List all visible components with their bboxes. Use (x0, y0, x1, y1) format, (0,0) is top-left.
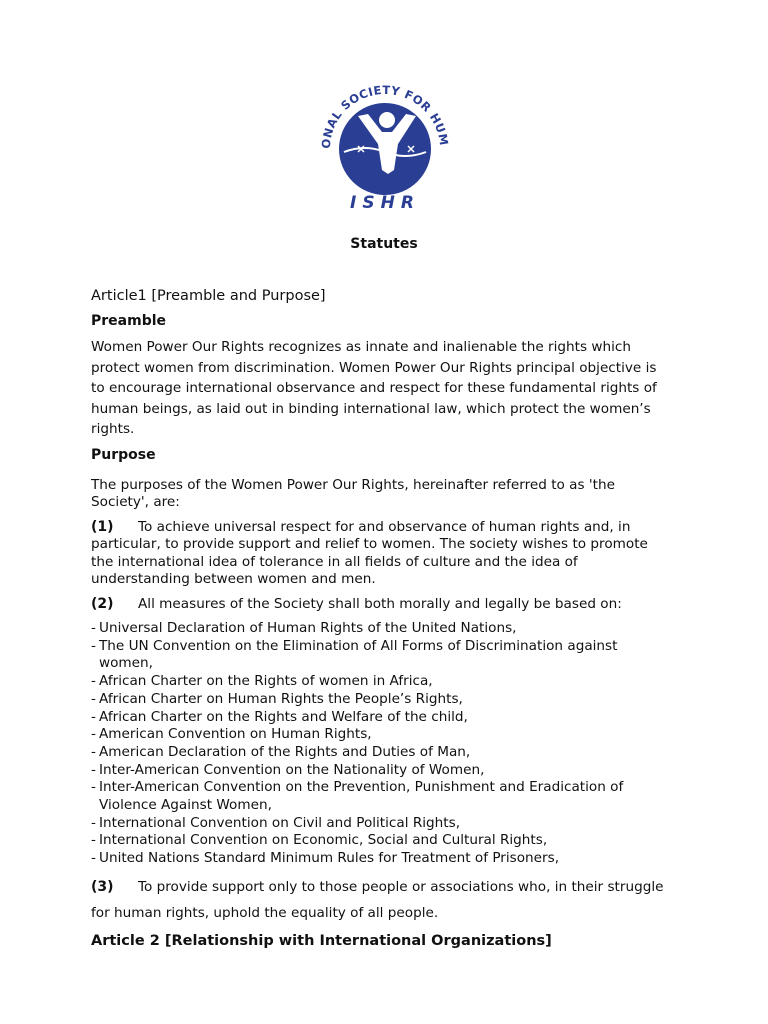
logo-abbreviation: ISHR (350, 193, 420, 213)
list-item: - Universal Declaration of Human Rights of the United Nations, (91, 620, 517, 636)
purpose-heading: Purpose (91, 446, 156, 463)
item-text: All measures of the Society shall both morally and legally be based on: (138, 595, 622, 612)
list-item: - American Convention on Human Rights, (91, 726, 372, 743)
preamble-heading: Preamble (91, 313, 167, 329)
list-item: - African Charter on Human Rights the People’s Rights, (91, 690, 463, 707)
list-item: - African Charter on the Rights of women in Africa, (91, 673, 433, 690)
document-title: Statutes (350, 236, 418, 252)
purpose-item-2 (91, 596, 671, 614)
ishr-logo (310, 74, 460, 214)
purpose-intro: The purposes of the Women Power Our Rights, hereinafter referred to as 'the Society', are: (91, 476, 615, 510)
article2-heading: Article 2 [Relationship with International Organizations] (91, 932, 552, 949)
list-item: - The UN Convention on the Elimination of All Forms of Discrimination against women, (91, 637, 618, 672)
list-item: - Inter-American Convention on the Nationality of Women, (91, 761, 485, 778)
logo-arc-text: ONAL SOCIETY FOR HUM (318, 82, 452, 150)
figure-head-icon (379, 112, 395, 128)
list-item: - United Nations Standard Minimum Rules for Treatment of Prisoners, (91, 850, 560, 867)
ishr-emblem (310, 74, 460, 214)
purpose-item-1 (91, 519, 671, 589)
instruments-list (91, 620, 671, 868)
list-item: - African Charter on the Rights and Welfare of the child, (91, 708, 468, 725)
item-text: To provide support only to those people or associations who, in their struggle for human rights, uphold the equality of all people. (91, 878, 664, 921)
item-number: (1) (91, 518, 114, 535)
list-item: - International Convention on Civil and Political Rights, (91, 814, 461, 831)
purpose-item-3 (91, 874, 671, 926)
list-item: - Inter-American Convention on the Prevention, Punishment and Eradication of Violence Against Women, (91, 779, 624, 814)
document-body (91, 288, 671, 957)
list-item: - International Convention on Economic, Social and Cultural Rights, (91, 832, 548, 849)
item-number: (2) (91, 595, 114, 612)
item-number: (3) (91, 878, 114, 895)
item-text: To achieve universal respect for and observance of human rights and, in particular, to provide support and relief to women. The society wishes to promote the international idea of tolerance in all fields of culture and the idea of understanding between women and men. (91, 518, 648, 587)
preamble-text: Women Power Our Rights recognizes as innate and inalienable the rights which protect women from discrimination. Women Power Our Rights principal objective is to encourage international observance and respect for these fundamental rights of human beings, as laid out in binding international law, which protect the women’s rights. (91, 339, 657, 437)
list-item: - American Declaration of the Rights and Duties of Man, (91, 743, 471, 760)
article1-heading: Article1 [Preamble and Purpose] (91, 288, 326, 304)
